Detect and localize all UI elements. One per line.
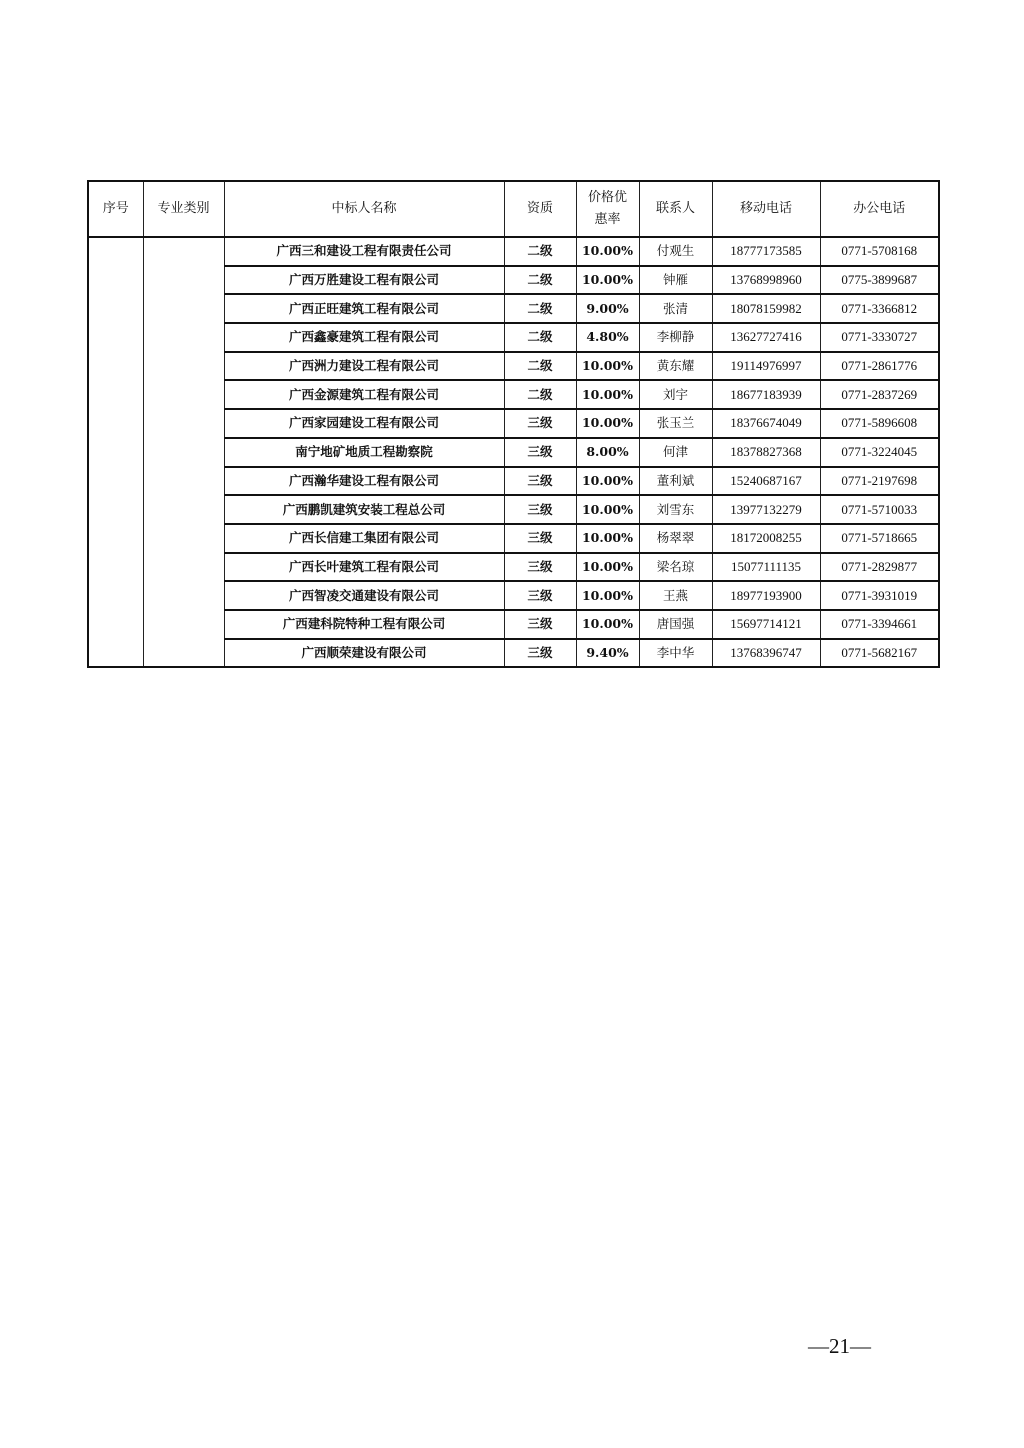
- mobile-phone-cell: 15240687167: [712, 467, 820, 496]
- header-seq: 序号: [88, 181, 143, 237]
- contact-person-cell: 李中华: [639, 639, 712, 668]
- header-category: 专业类别: [143, 181, 224, 237]
- discount-rate-cell: 10.00%: [576, 352, 639, 381]
- mobile-phone-cell: 13768998960: [712, 266, 820, 295]
- qualification-cell: 二级: [504, 380, 576, 409]
- contact-person-cell: 刘雪东: [639, 495, 712, 524]
- contact-person-cell: 黄东耀: [639, 352, 712, 381]
- discount-rate-cell: 9.40%: [576, 639, 639, 668]
- company-name-cell: 广西长信建工集团有限公司: [224, 524, 504, 553]
- company-name-cell: 广西顺荣建设有限公司: [224, 639, 504, 668]
- mobile-phone-cell: 18378827368: [712, 438, 820, 467]
- table-header: [88, 181, 939, 237]
- mobile-phone-cell: 13768396747: [712, 639, 820, 668]
- mobile-phone-cell: 18078159982: [712, 294, 820, 323]
- mobile-phone-cell: 15077111135: [712, 553, 820, 582]
- qualification-cell: 三级: [504, 467, 576, 496]
- mobile-phone-cell: 13977132279: [712, 495, 820, 524]
- header-row: [88, 181, 939, 237]
- company-name-cell: 广西正旺建筑工程有限公司: [224, 294, 504, 323]
- mobile-phone-cell: 13627727416: [712, 323, 820, 352]
- discount-rate-cell: 10.00%: [576, 581, 639, 610]
- office-phone-cell: 0771-2861776: [820, 352, 939, 381]
- office-phone-cell: 0771-2829877: [820, 553, 939, 582]
- discount-rate-cell: 10.00%: [576, 467, 639, 496]
- company-name-cell: 广西万胜建设工程有限公司: [224, 266, 504, 295]
- qualification-cell: 三级: [504, 438, 576, 467]
- table-body: [88, 237, 939, 667]
- header-discount-line1: 价格优: [587, 190, 627, 205]
- qualification-cell: 三级: [504, 495, 576, 524]
- contact-person-cell: 钟雁: [639, 266, 712, 295]
- qualification-cell: 二级: [504, 323, 576, 352]
- office-phone-cell: 0771-3931019: [820, 581, 939, 610]
- office-phone-cell: 0771-2197698: [820, 467, 939, 496]
- header-mobile: 移动电话: [712, 181, 820, 237]
- company-name-cell: 广西长叶建筑工程有限公司: [224, 553, 504, 582]
- header-discount-line2: 惠率: [594, 212, 621, 227]
- qualification-cell: 三级: [504, 639, 576, 668]
- office-phone-cell: 0771-5896608: [820, 409, 939, 438]
- header-name: 中标人名称: [224, 181, 504, 237]
- qualification-cell: 二级: [504, 352, 576, 381]
- mobile-phone-cell: 18376674049: [712, 409, 820, 438]
- office-phone-cell: 0771-5708168: [820, 237, 939, 266]
- bid-winners-table-container: [87, 180, 938, 668]
- company-name-cell: 广西智凌交通建设有限公司: [224, 581, 504, 610]
- mobile-phone-cell: 18677183939: [712, 380, 820, 409]
- office-phone-cell: 0771-5718665: [820, 524, 939, 553]
- category-cell: [143, 237, 224, 667]
- company-name-cell: 广西鑫豪建筑工程有限公司: [224, 323, 504, 352]
- office-phone-cell: 0771-3366812: [820, 294, 939, 323]
- contact-person-cell: 付观生: [639, 237, 712, 266]
- office-phone-cell: 0771-5710033: [820, 495, 939, 524]
- office-phone-cell: 0771-3394661: [820, 610, 939, 639]
- discount-rate-cell: 4.80%: [576, 323, 639, 352]
- contact-person-cell: 梁名琼: [639, 553, 712, 582]
- qualification-cell: 二级: [504, 266, 576, 295]
- contact-person-cell: 刘宇: [639, 380, 712, 409]
- bid-winners-table: [87, 180, 940, 668]
- qualification-cell: 三级: [504, 553, 576, 582]
- discount-rate-cell: 10.00%: [576, 610, 639, 639]
- header-office: 办公电话: [820, 181, 939, 237]
- discount-rate-cell: 10.00%: [576, 237, 639, 266]
- contact-person-cell: 董利斌: [639, 467, 712, 496]
- discount-rate-cell: 10.00%: [576, 524, 639, 553]
- discount-rate-cell: 10.00%: [576, 380, 639, 409]
- qualification-cell: 三级: [504, 409, 576, 438]
- qualification-cell: 三级: [504, 610, 576, 639]
- header-qualification: 资质: [504, 181, 576, 237]
- qualification-cell: 二级: [504, 294, 576, 323]
- company-name-cell: 广西家园建设工程有限公司: [224, 409, 504, 438]
- contact-person-cell: 张清: [639, 294, 712, 323]
- mobile-phone-cell: 19114976997: [712, 352, 820, 381]
- company-name-cell: 广西三和建设工程有限责任公司: [224, 237, 504, 266]
- office-phone-cell: 0771-2837269: [820, 380, 939, 409]
- header-contact: 联系人: [639, 181, 712, 237]
- contact-person-cell: 张玉兰: [639, 409, 712, 438]
- mobile-phone-cell: 18977193900: [712, 581, 820, 610]
- discount-rate-cell: 8.00%: [576, 438, 639, 467]
- mobile-phone-cell: 15697714121: [712, 610, 820, 639]
- office-phone-cell: 0775-3899687: [820, 266, 939, 295]
- contact-person-cell: 何津: [639, 438, 712, 467]
- header-discount-rate: [576, 181, 639, 237]
- company-name-cell: 广西鹏凯建筑安装工程总公司: [224, 495, 504, 524]
- discount-rate-cell: 10.00%: [576, 266, 639, 295]
- contact-person-cell: 杨翠翠: [639, 524, 712, 553]
- company-name-cell: 广西洲力建设工程有限公司: [224, 352, 504, 381]
- contact-person-cell: 王燕: [639, 581, 712, 610]
- company-name-cell: 广西金源建筑工程有限公司: [224, 380, 504, 409]
- table-row: [88, 237, 939, 266]
- mobile-phone-cell: 18172008255: [712, 524, 820, 553]
- company-name-cell: 广西建科院特种工程有限公司: [224, 610, 504, 639]
- contact-person-cell: 唐国强: [639, 610, 712, 639]
- discount-rate-cell: 9.00%: [576, 294, 639, 323]
- company-name-cell: 广西瀚华建设工程有限公司: [224, 467, 504, 496]
- discount-rate-cell: 10.00%: [576, 553, 639, 582]
- office-phone-cell: 0771-3330727: [820, 323, 939, 352]
- discount-rate-cell: 10.00%: [576, 495, 639, 524]
- qualification-cell: 三级: [504, 524, 576, 553]
- company-name-cell: 南宁地矿地质工程勘察院: [224, 438, 504, 467]
- qualification-cell: 三级: [504, 581, 576, 610]
- mobile-phone-cell: 18777173585: [712, 237, 820, 266]
- contact-person-cell: 李柳静: [639, 323, 712, 352]
- discount-rate-cell: 10.00%: [576, 409, 639, 438]
- office-phone-cell: 0771-5682167: [820, 639, 939, 668]
- seq-cell: [88, 237, 143, 667]
- page-number: —21—: [808, 1334, 871, 1358]
- office-phone-cell: 0771-3224045: [820, 438, 939, 467]
- qualification-cell: 二级: [504, 237, 576, 266]
